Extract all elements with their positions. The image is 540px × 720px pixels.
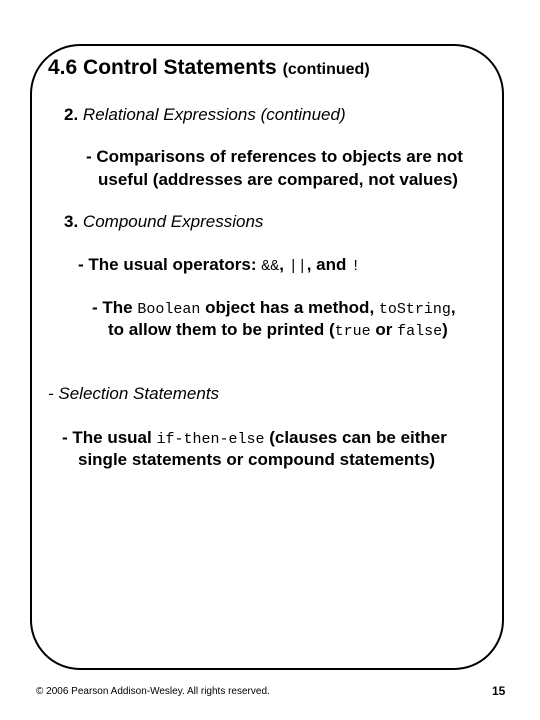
bullet-boolean-or: or (370, 320, 398, 339)
bullet-boolean-line1 (92, 297, 456, 321)
bullet-boolean-prefix: - The (92, 298, 138, 317)
bullet-operators (78, 254, 360, 278)
section2-heading: Relational Expressions (82, 105, 256, 124)
bullet-operators-prefix: - The usual operators: (78, 255, 262, 274)
bullet-operators-sep2: , and (306, 255, 352, 274)
selection-dash: - (48, 384, 59, 403)
section2-suffix: (continued) (260, 105, 346, 124)
copyright-footer: © 2006 Pearson Addison-Wesley. All rights reserved. (36, 686, 270, 697)
bullet-boolean-mid: object has a method, (200, 298, 379, 317)
operator-and: && (261, 258, 280, 275)
section3-number: 3. (64, 212, 79, 231)
page-number: 15 (492, 684, 506, 698)
bullet-ifthen-suffix: (clauses can be either (264, 428, 447, 447)
bullet-ifthen-line2: single statements or compound statements) (78, 450, 436, 469)
true-code: true (334, 323, 371, 340)
tostring-code: toString (378, 301, 451, 318)
section-relational-expressions (64, 104, 346, 126)
bullet-comparisons-line1: - Comparisons of references to objects are not (86, 147, 463, 166)
slide-title-main: 4.6 Control Statements (48, 56, 277, 79)
boolean-code: Boolean (137, 301, 201, 318)
bullet-boolean-line2-prefix: to allow them to be printed ( (108, 320, 335, 339)
false-code: false (397, 323, 443, 340)
slide-title-sub: (continued) (282, 61, 370, 78)
operator-or: || (288, 258, 307, 275)
bullet-boolean-close: ) (442, 320, 448, 339)
bullet-boolean-comma: , (450, 298, 456, 317)
slide-title (48, 56, 370, 80)
bullet-ifthen-prefix: - The usual (62, 428, 157, 447)
bullet-comparisons-line2: useful (addresses are compared, not values) (98, 170, 458, 189)
slide-frame (30, 44, 504, 670)
section-selection-statements (48, 383, 219, 405)
operator-not: ! (351, 258, 361, 275)
bullet-boolean-line2 (108, 319, 448, 343)
selection-heading: Selection Statements (58, 384, 220, 403)
bullet-operators-sep1: , (279, 255, 289, 274)
section2-number: 2. (64, 105, 79, 124)
section-compound-expressions (64, 211, 263, 233)
ifthenelse-code: if-then-else (156, 431, 265, 448)
bullet-ifthen-line1 (62, 427, 447, 451)
section3-heading: Compound Expressions (82, 212, 264, 231)
